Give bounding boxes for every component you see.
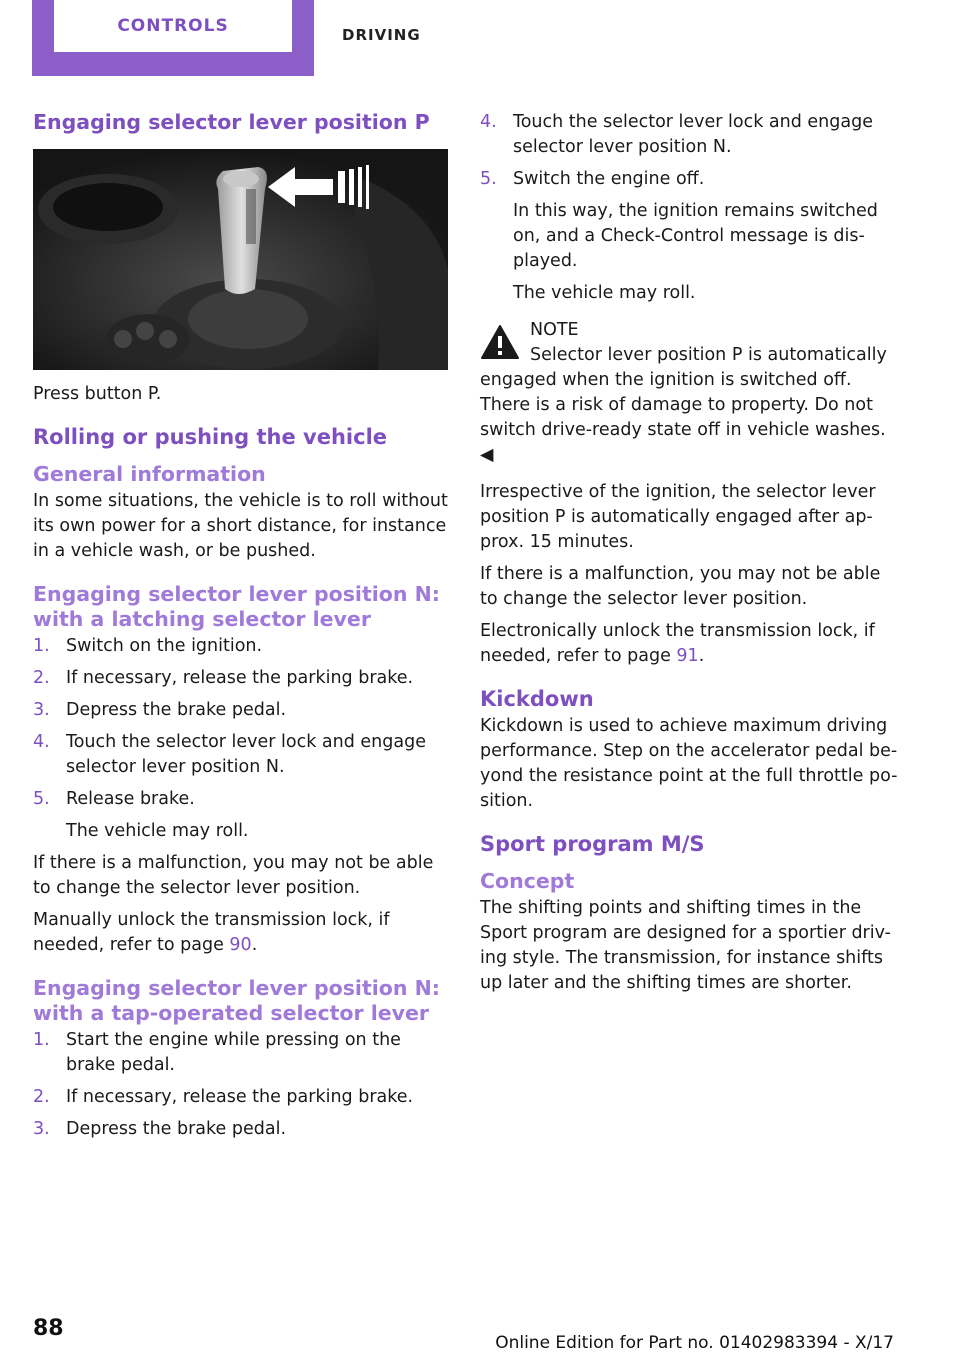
- note-box: [480, 318, 900, 468]
- heading-general-info: General information: [33, 462, 266, 486]
- heading-tap-operated: Engaging selector lever position N: with a tap-operated selector lever: [33, 976, 440, 1025]
- step-text: Switch the engine off.: [513, 169, 705, 189]
- step-number: 4.: [33, 732, 50, 752]
- tap-steps: [33, 1028, 448, 1142]
- general-info-text: In some situations, the vehicle is to roll without its own power for a short distance, for instance in a vehicle wash, or be pushed.: [33, 491, 448, 561]
- left-column: [33, 110, 448, 1149]
- page-link-91[interactable]: 91: [676, 646, 699, 666]
- step-content: [513, 167, 900, 306]
- note-heading: NOTE: [530, 320, 579, 340]
- electronic-unlock-suffix: .: [698, 646, 705, 666]
- step-number: 3.: [33, 700, 50, 720]
- electronic-unlock-prefix: Electronically unlock the transmission lock, if needed, refer to page: [480, 621, 875, 666]
- heading-latching: Engaging selector lever position N: with a latching selector lever: [33, 582, 440, 631]
- list-item: [33, 666, 448, 691]
- step-number: 2.: [33, 1087, 50, 1107]
- manual-unlock-prefix: Manually unlock the transmission lock, if needed, refer to page: [33, 910, 390, 955]
- heading-concept: Concept: [480, 869, 575, 893]
- step-number: 5.: [33, 789, 50, 809]
- page-link-90[interactable]: 90: [229, 935, 252, 955]
- step-text: Touch the selector lever lock and engage selector lever position N.: [66, 732, 426, 777]
- press-button-p: Press button P.: [33, 384, 162, 404]
- step-text: Release brake.: [66, 789, 195, 809]
- step-number: 3.: [33, 1119, 50, 1139]
- continued-steps: [480, 110, 900, 306]
- page-number: 88: [33, 1316, 64, 1341]
- step-subtext: The vehicle may roll.: [66, 821, 249, 841]
- step-text: Touch the selector lever lock and engage selector lever position N.: [513, 112, 873, 157]
- heading-engaging-p: Engaging selector lever position P: [33, 110, 430, 134]
- step-text: Switch on the ignition.: [66, 636, 263, 656]
- latching-steps: [33, 634, 448, 844]
- concept-text: The shifting points and shifting times in the Sport program are designed for a sportier driv-ing style. The transmission, for instance shifts up later and the shifting times are shorter.: [480, 898, 891, 993]
- manual-unlock-text: [33, 908, 448, 958]
- step-text: Start the engine while pressing on the brake pedal.: [66, 1030, 401, 1075]
- step-number: 1.: [33, 636, 50, 656]
- step-subtext: The vehicle may roll.: [513, 283, 696, 303]
- irrespective-text: Irrespective of the ignition, the selector lever position P is automatically engaged after ap-prox. 15 minutes.: [480, 482, 876, 552]
- heading-sport-program: Sport program M/S: [480, 832, 705, 856]
- tab-controls-label: CONTROLS: [54, 0, 292, 52]
- step-text: If necessary, release the parking brake.: [66, 668, 414, 688]
- edition-footer: Online Edition for Part no. 01402983394 - X/17: [495, 1333, 894, 1353]
- list-item: [33, 1085, 448, 1110]
- step-text: If necessary, release the parking brake.: [66, 1087, 414, 1107]
- step-text: Depress the brake pedal.: [66, 700, 287, 720]
- list-item: [480, 167, 900, 306]
- header-tabs: [32, 0, 421, 76]
- list-item: [33, 698, 448, 723]
- malfunction-text: If there is a malfunction, you may not be able to change the selector lever position.: [33, 853, 434, 898]
- selector-lever-illustration: [33, 149, 448, 370]
- end-marker-icon: ◀: [480, 445, 494, 465]
- note-text: engaged when the ignition is switched off. There is a risk of damage to property. Do not switch drive-ready state off in vehicle washes.: [480, 370, 886, 440]
- list-item: [33, 1028, 448, 1078]
- note-first-line: Selector lever position P is automatically: [530, 345, 887, 365]
- right-column: [480, 110, 900, 1003]
- kickdown-text: Kickdown is used to achieve maximum driving performance. Step on the accelerator pedal be-yond the resistance point at the full throttle po-sition.: [480, 716, 898, 811]
- list-item: [33, 787, 448, 844]
- heading-rolling: Rolling or pushing the vehicle: [33, 425, 388, 449]
- warning-icon: [480, 324, 520, 360]
- note-body: [480, 368, 900, 468]
- malfunction-text: If there is a malfunction, you may not be able to change the selector lever position.: [480, 564, 881, 609]
- list-item: [33, 634, 448, 659]
- step-subtext: In this way, the ignition remains switched on, and a Check-Control message is dis-played.: [513, 201, 878, 271]
- heading-kickdown: Kickdown: [480, 687, 594, 711]
- step-number: 5.: [480, 169, 497, 189]
- list-item: [33, 1117, 448, 1142]
- step-content: [66, 787, 448, 844]
- tab-driving[interactable]: DRIVING: [342, 26, 421, 44]
- step-number: 1.: [33, 1030, 50, 1050]
- step-text: Depress the brake pedal.: [66, 1119, 287, 1139]
- step-number: 2.: [33, 668, 50, 688]
- list-item: [480, 110, 900, 160]
- manual-unlock-suffix: .: [251, 935, 258, 955]
- tab-controls[interactable]: [32, 0, 314, 76]
- electronic-unlock-text: [480, 619, 900, 669]
- selector-lever-photo: [33, 149, 448, 370]
- list-item: [33, 730, 448, 780]
- step-number: 4.: [480, 112, 497, 132]
